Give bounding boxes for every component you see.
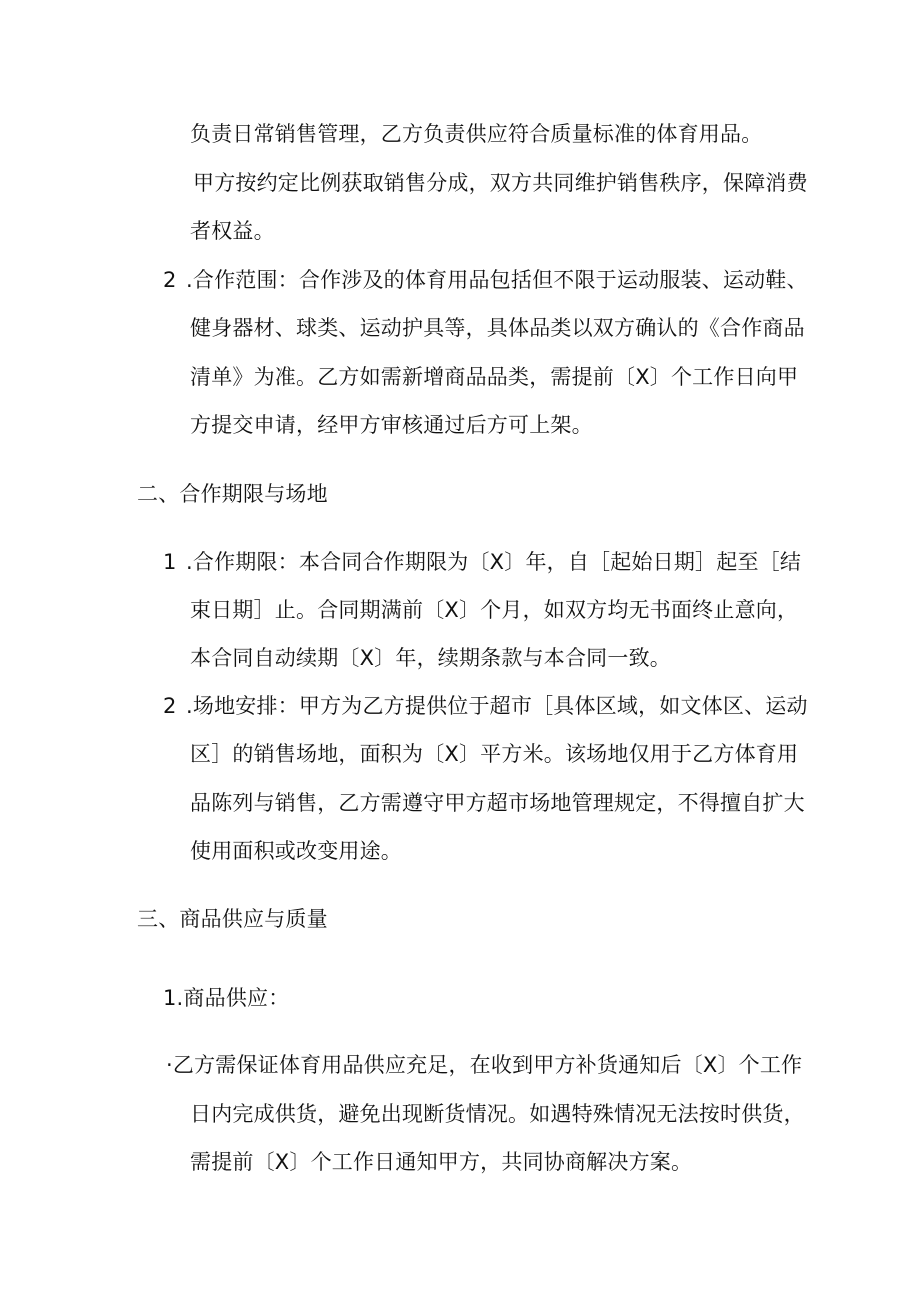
scope-line-2: 健身器材、球类、运动护具等，具体品类以双方确认的《合作商品 bbox=[190, 316, 805, 340]
term-line-2: 束日期］止。合同期满前〔X〕个月，如双方均无书面终止意向， bbox=[190, 598, 799, 622]
supply-bullet-line-3: 需提前〔X〕个工作日通知甲方，共同协商解决方案。 bbox=[190, 1150, 693, 1174]
term-line-3: 本合同自动续期〔X〕年，续期条款与本合同一致。 bbox=[190, 646, 671, 670]
intro-line-2: 甲方按约定比例获取销售分成，双方共同维护销售秩序，保障消费 bbox=[193, 171, 808, 195]
venue-line-4: 使用面积或改变用途。 bbox=[190, 839, 402, 863]
scope-item-number: 2 bbox=[163, 268, 177, 292]
venue-line-1: .场地安排：甲方为乙方提供位于超市［具体区域，如文体区、运动 bbox=[186, 694, 808, 718]
supply-subheading: 1.商品供应： bbox=[163, 986, 290, 1010]
supply-bullet-line-1: ·乙方需保证体育用品供应充足，在收到甲方补货通知后〔X〕个工作 bbox=[166, 1053, 803, 1077]
venue-item-number: 2 bbox=[163, 694, 177, 718]
scope-line-3: 清单》为准。乙方如需新增商品品类，需提前〔X〕个工作日向甲 bbox=[190, 365, 799, 389]
intro-line-3: 者权益。 bbox=[190, 219, 275, 243]
supply-bullet-line-2: 日内完成供货，避免出现断货情况。如遇特殊情况无法按时供货， bbox=[190, 1102, 805, 1126]
scope-line-4: 方提交申请，经甲方审核通过后方可上架。 bbox=[190, 413, 593, 437]
scope-line-1: .合作范围：合作涉及的体育用品包括但不限于运动服装、运动鞋、 bbox=[186, 268, 808, 292]
section-3-heading: 三、商品供应与质量 bbox=[137, 907, 328, 931]
venue-line-2: 区］的销售场地，面积为〔X〕平方米。该场地仅用于乙方体育用 bbox=[190, 742, 799, 766]
venue-line-3: 品陈列与销售，乙方需遵守甲方超市场地管理规定，不得擅自扩大 bbox=[190, 791, 805, 815]
term-item-number: 1 bbox=[163, 550, 177, 574]
term-line-1: .合作期限：本合同合作期限为〔X〕年，自［起始日期］起至［结 bbox=[186, 550, 802, 574]
intro-line-1: 负责日常销售管理，乙方负责供应符合质量标准的体育用品。 bbox=[190, 122, 763, 146]
section-2-heading: 二、合作期限与场地 bbox=[137, 482, 328, 506]
